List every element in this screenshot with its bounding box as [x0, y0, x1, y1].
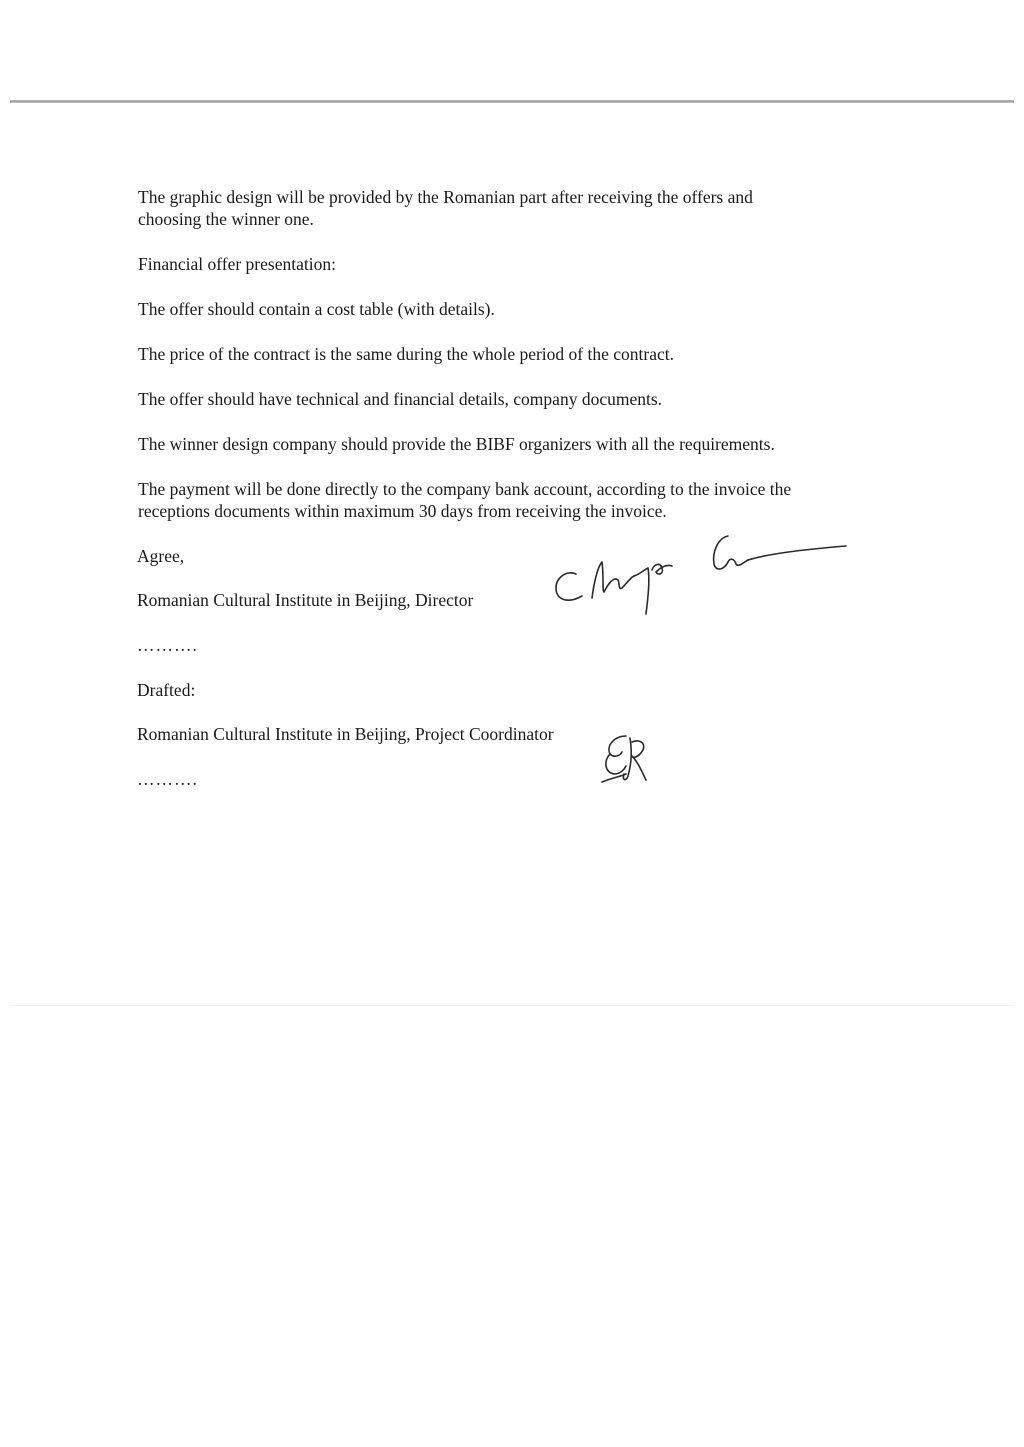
graphic-design-line-1: The graphic design will be provided by the Romanian part after receiving the offers and	[138, 187, 753, 207]
payment-line-2: receptions documents within maximum 30 days from receiving the invoice.	[138, 501, 667, 521]
financial-offer-heading: Financial offer presentation:	[138, 254, 336, 274]
details-paragraph: The offer should have technical and financial details, company documents.	[138, 389, 663, 409]
bottom-faint-divider	[10, 1005, 1014, 1006]
director-signature	[548, 518, 858, 618]
requirements-paragraph: The winner design company should provide the BIBF organizers with all the requirements.	[138, 434, 775, 454]
price-paragraph: The price of the contract is the same during the whole period of the contract.	[138, 344, 674, 364]
agree-label: Agree,	[137, 546, 185, 566]
top-divider	[10, 100, 1014, 103]
graphic-design-paragraph	[138, 186, 878, 230]
coordinator-initials	[596, 728, 656, 788]
director-signature-dots: ……….	[137, 635, 198, 655]
coordinator-title: Romanian Cultural Institute in Beijing, Project Coordinator	[137, 724, 554, 744]
cost-table-paragraph: The offer should contain a cost table (with details).	[138, 299, 495, 319]
payment-line-1: The payment will be done directly to the company bank account, according to the invoice the	[138, 479, 792, 499]
coordinator-signature-dots: ……….	[137, 769, 198, 789]
payment-paragraph	[138, 478, 878, 522]
graphic-design-line-2: choosing the winner one.	[138, 209, 314, 229]
director-title: Romanian Cultural Institute in Beijing, Director	[137, 590, 474, 610]
drafted-label: Drafted:	[137, 680, 196, 700]
